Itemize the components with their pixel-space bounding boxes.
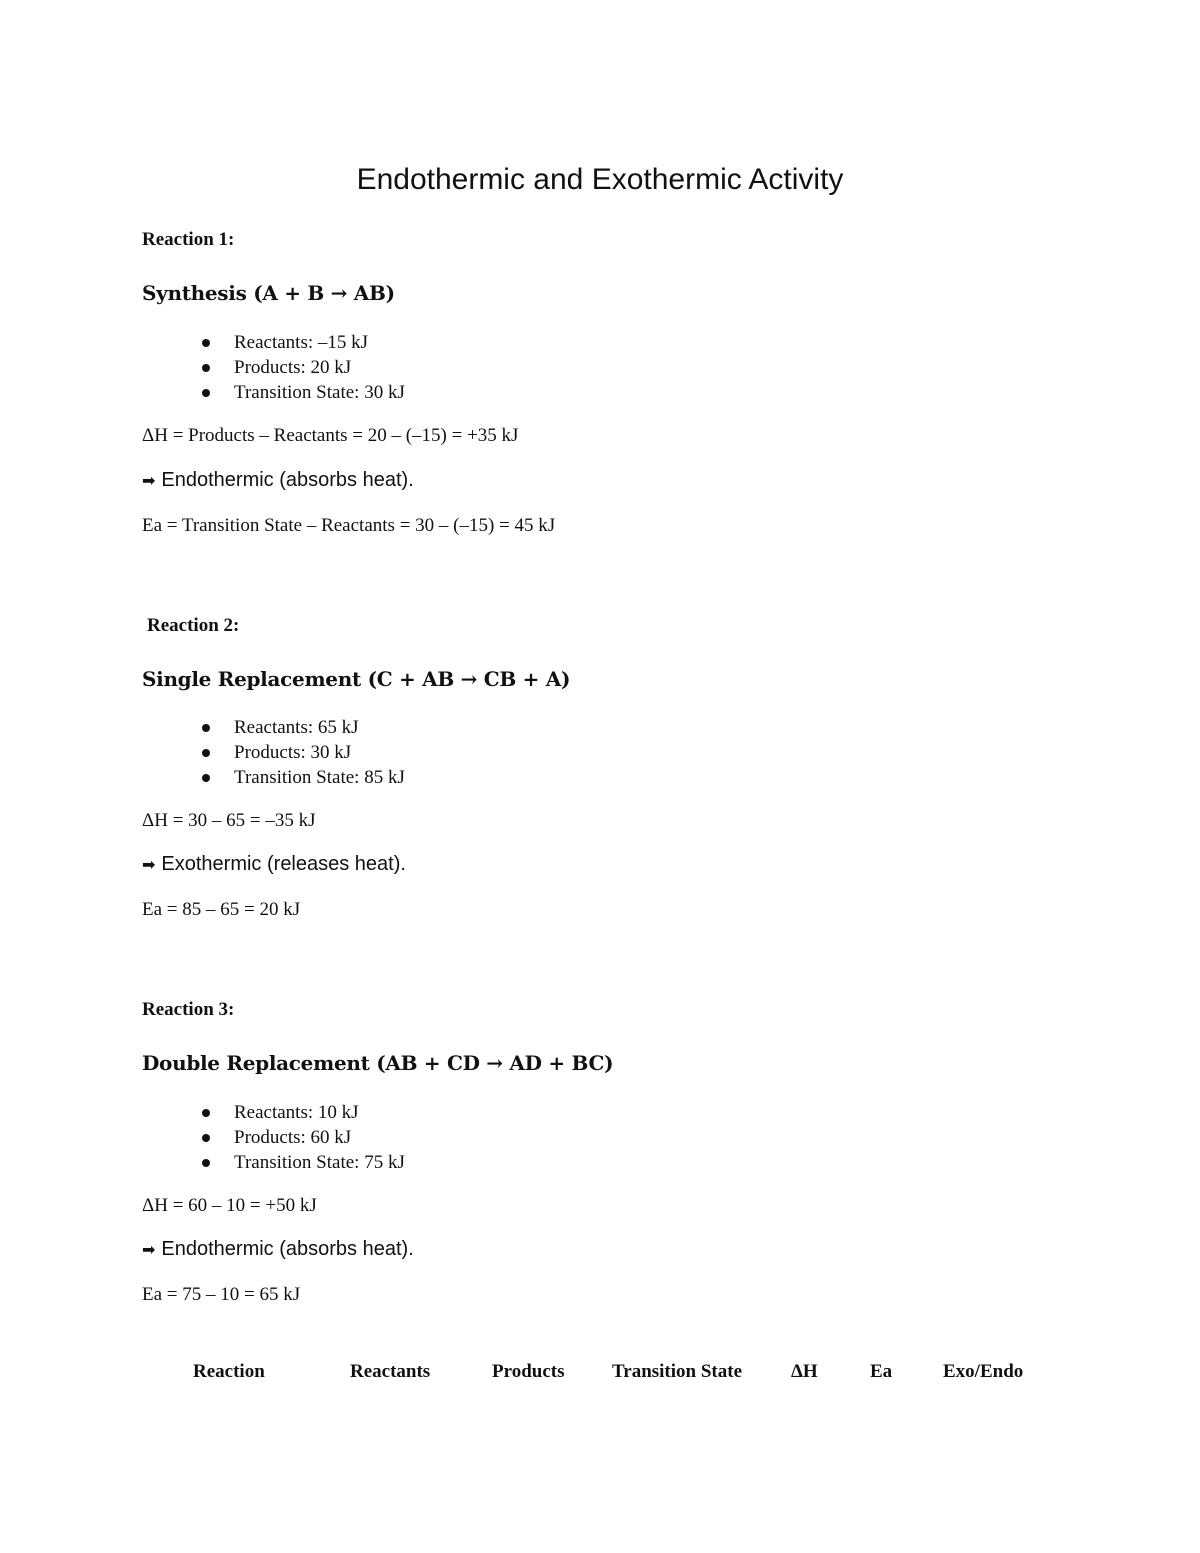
column-header-reactants: Reactants — [350, 1361, 431, 1382]
reaction-3-delta-h: ΔH = 60 – 10 = +50 kJ — [142, 1195, 317, 1216]
reaction-1-label: Reaction 1: — [142, 229, 235, 250]
bullet-icon — [202, 389, 210, 397]
reaction-3-label: Reaction 3: — [142, 999, 235, 1020]
bullet-icon — [202, 1109, 210, 1117]
reaction-2-name: Single Replacement (C + AB → CB + A) — [142, 667, 571, 691]
verdict-text: Endothermic (absorbs heat). — [161, 1238, 414, 1260]
list-item — [202, 1125, 405, 1150]
reaction-2-ea: Ea = 85 – 65 = 20 kJ — [142, 899, 301, 920]
reaction-1-name: Synthesis (A + B → AB) — [142, 281, 395, 305]
right-arrow-icon: ➡ — [142, 855, 156, 874]
list-item — [202, 380, 405, 405]
transition-state-value: Transition State: 75 kJ — [234, 1152, 405, 1173]
products-value: Products: 30 kJ — [234, 742, 352, 763]
reaction-3-values — [202, 1100, 405, 1175]
reaction-3-ea: Ea = 75 – 10 = 65 kJ — [142, 1284, 301, 1305]
column-header-delta-h: ΔH — [791, 1361, 818, 1382]
bullet-icon — [202, 749, 210, 757]
page-title: Endothermic and Exothermic Activity — [356, 163, 844, 196]
reactants-value: Reactants: 10 kJ — [234, 1102, 359, 1123]
bullet-icon — [202, 364, 210, 372]
reaction-2-verdict — [142, 853, 406, 876]
transition-state-value: Transition State: 30 kJ — [234, 382, 405, 403]
verdict-text: Exothermic (releases heat). — [161, 853, 406, 875]
right-arrow-icon: ➡ — [142, 471, 156, 490]
list-item — [202, 1100, 405, 1125]
list-item — [202, 1150, 405, 1175]
list-item — [202, 330, 405, 355]
reaction-2-delta-h: ΔH = 30 – 65 = –35 kJ — [142, 810, 316, 831]
right-arrow-icon: ➡ — [142, 1240, 156, 1259]
transition-state-value: Transition State: 85 kJ — [234, 767, 405, 788]
column-header-ea: Ea — [870, 1361, 893, 1382]
reaction-2-values — [202, 715, 405, 790]
bullet-icon — [202, 724, 210, 732]
reaction-1-ea: Ea = Transition State – Reactants = 30 – (–15) = 45 kJ — [142, 515, 556, 536]
reaction-3-name: Double Replacement (AB + CD → AD + BC) — [142, 1051, 614, 1075]
bullet-icon — [202, 1134, 210, 1142]
list-item — [202, 740, 405, 765]
reactants-value: Reactants: –15 kJ — [234, 332, 369, 353]
summary-table-header — [0, 1361, 1200, 1391]
list-item — [202, 355, 405, 380]
column-header-reaction: Reaction — [193, 1361, 265, 1382]
reaction-3-verdict — [142, 1238, 414, 1261]
reactants-value: Reactants: 65 kJ — [234, 717, 359, 738]
reaction-1-verdict — [142, 469, 414, 492]
list-item — [202, 715, 405, 740]
column-header-products: Products — [492, 1361, 565, 1382]
column-header-transition-state: Transition State — [612, 1361, 743, 1382]
products-value: Products: 60 kJ — [234, 1127, 352, 1148]
bullet-icon — [202, 339, 210, 347]
column-header-exo-endo: Exo/Endo — [943, 1361, 1024, 1382]
bullet-icon — [202, 1159, 210, 1167]
reaction-1-delta-h: ΔH = Products – Reactants = 20 – (–15) = +35 kJ — [142, 425, 519, 446]
verdict-text: Endothermic (absorbs heat). — [161, 469, 414, 491]
products-value: Products: 20 kJ — [234, 357, 352, 378]
bullet-icon — [202, 774, 210, 782]
list-item — [202, 765, 405, 790]
reaction-2-label: Reaction 2: — [147, 615, 240, 636]
reaction-1-values — [202, 330, 405, 405]
